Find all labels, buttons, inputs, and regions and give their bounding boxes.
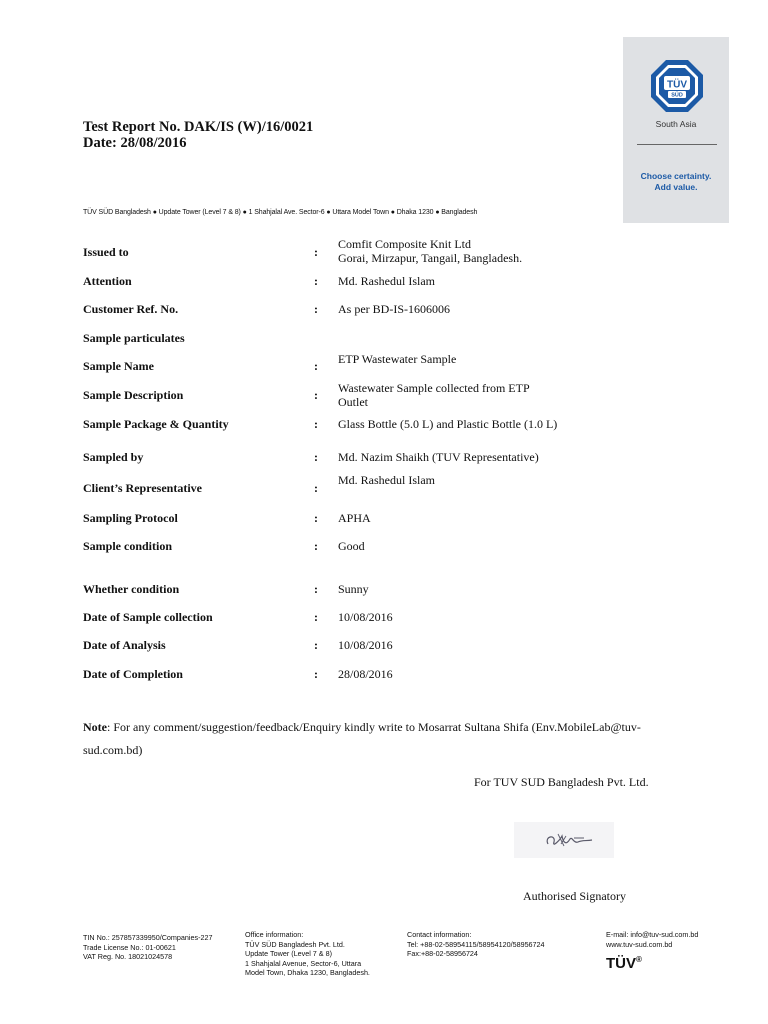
field-value: Md. Rashedul Islam [338,473,435,487]
field-value: Good [338,539,365,553]
field-label: Client’s Representative [83,481,202,495]
report-title [83,119,313,151]
field-value [338,381,598,409]
footer-web [606,930,698,949]
field-colon: : [314,302,318,316]
footer-logo-text: TÜV [606,955,636,972]
field-colon: : [314,638,318,652]
registered-mark: ® [636,955,642,964]
footer-office-line: TÜV SÜD Bangladesh Pvt. Ltd. [245,939,345,949]
field-colon: : [314,417,318,431]
logo-text: TÜV [667,79,687,91]
footer-office-line: Model Town, Dhaka 1230, Bangladesh. [245,968,370,977]
field-colon: : [314,667,318,681]
footer-website: www.tuv-sud.com.bd [606,939,673,949]
field-colon: : [314,481,318,495]
field-value: As per BD-IS-1606006 [338,302,450,316]
field-label: Sample condition [83,539,173,553]
footer-fax: Fax:+88-02-58956724 [407,949,478,958]
field-colon: : [314,582,318,596]
footer-registration [83,933,212,962]
field-value: APHA [338,511,371,525]
footer-office-heading: Office information: [245,930,304,939]
field-label: Date of Completion [83,667,183,681]
footer-office-line: 1 Shahjalal Avenue, Sector-6, Uttara [245,958,362,968]
brand-tagline [623,171,729,193]
issued-to-address: Gorai, Mirzapur, Tangail, Bangladesh. [338,251,523,265]
tuv-sud-logo-icon [650,59,704,113]
field-value [338,237,598,265]
field-colon: : [314,388,318,402]
footer-tuv-logo [606,955,642,972]
footer-contact [407,930,545,959]
footer-office [245,930,370,978]
field-colon: : [314,450,318,464]
footer-vat: VAT Reg. No. 18021024578 [83,952,173,961]
footer-trade-license: Trade License No.: 01-00621 [83,942,176,952]
company-address-line: TÜV SÜD Bangladesh ● Update Tower (Level 7 & 8) ● 1 Shahjalal Ave. Sector-6 ● Uttara Model Town ● Dhaka 1230 ● Bangladesh [83,209,478,216]
footer-contact-heading: Contact information: [407,930,472,939]
field-colon: : [314,359,318,373]
field-label: Date of Analysis [83,638,166,652]
field-label: Sample Description [83,388,184,402]
tagline-line-1: Choose certainty. [640,171,712,181]
field-colon: : [314,610,318,624]
field-value: Glass Bottle (5.0 L) and Plastic Bottle (1.0 L) [338,417,558,431]
field-colon: : [314,511,318,525]
field-value: ETP Wastewater Sample [338,352,457,366]
issued-to-name: Comfit Composite Knit Ltd [338,237,472,251]
signature-image [514,822,614,858]
note-text: : For any comment/suggestion/feedback/Enquiry kindly write to Mosarrat Sultana Shifa (Env.MobileLab@tuv-sud.com.bd) [83,720,641,757]
description-line-1: Wastewater Sample collected from ETP [338,381,530,395]
logo-subtext: SÜD [671,92,683,99]
footer-phone: Tel: +88-02-58954115/58954120/58956724 [407,939,545,949]
field-value: 10/08/2016 [338,638,393,652]
tagline-line-2: Add value. [654,182,698,192]
field-label: Sample Package & Quantity [83,417,229,431]
footer-office-line: Update Tower (Level 7 & 8) [245,949,332,958]
field-label: Whether condition [83,582,180,596]
description-line-2: Outlet [338,395,368,409]
field-colon: : [314,274,318,288]
field-label: Sampling Protocol [83,511,178,525]
footer-email: E-mail: info@tuv-sud.com.bd [606,930,699,939]
field-value: Md. Nazim Shaikh (TUV Representative) [338,450,539,464]
field-label: Issued to [83,245,129,259]
field-label: Customer Ref. No. [83,302,179,316]
field-value: Sunny [338,582,369,596]
field-value: 10/08/2016 [338,610,393,624]
note-label: Note [83,720,107,734]
field-label: Attention [83,274,132,288]
field-label: Sample Name [83,359,154,373]
panel-divider [637,144,717,145]
report-date: Date: 28/08/2016 [83,135,187,151]
field-colon: : [314,245,318,259]
report-number: Test Report No. DAK/IS (W)/16/0021 [83,119,314,135]
section-heading: Sample particulates [83,331,185,345]
brand-panel [623,37,729,223]
for-company-line: For TUV SUD Bangladesh Pvt. Ltd. [474,775,649,789]
authorised-signatory: Authorised Signatory [523,889,626,903]
field-value: Md. Rashedul Islam [338,274,435,288]
field-label: Date of Sample collection [83,610,213,624]
field-value: 28/08/2016 [338,667,393,681]
field-label: Sampled by [83,450,144,464]
field-colon: : [314,539,318,553]
footer-tin: TIN No.: 257857339950/Companies-227 [83,933,213,942]
region-label: South Asia [655,119,697,129]
note-paragraph [83,716,693,762]
